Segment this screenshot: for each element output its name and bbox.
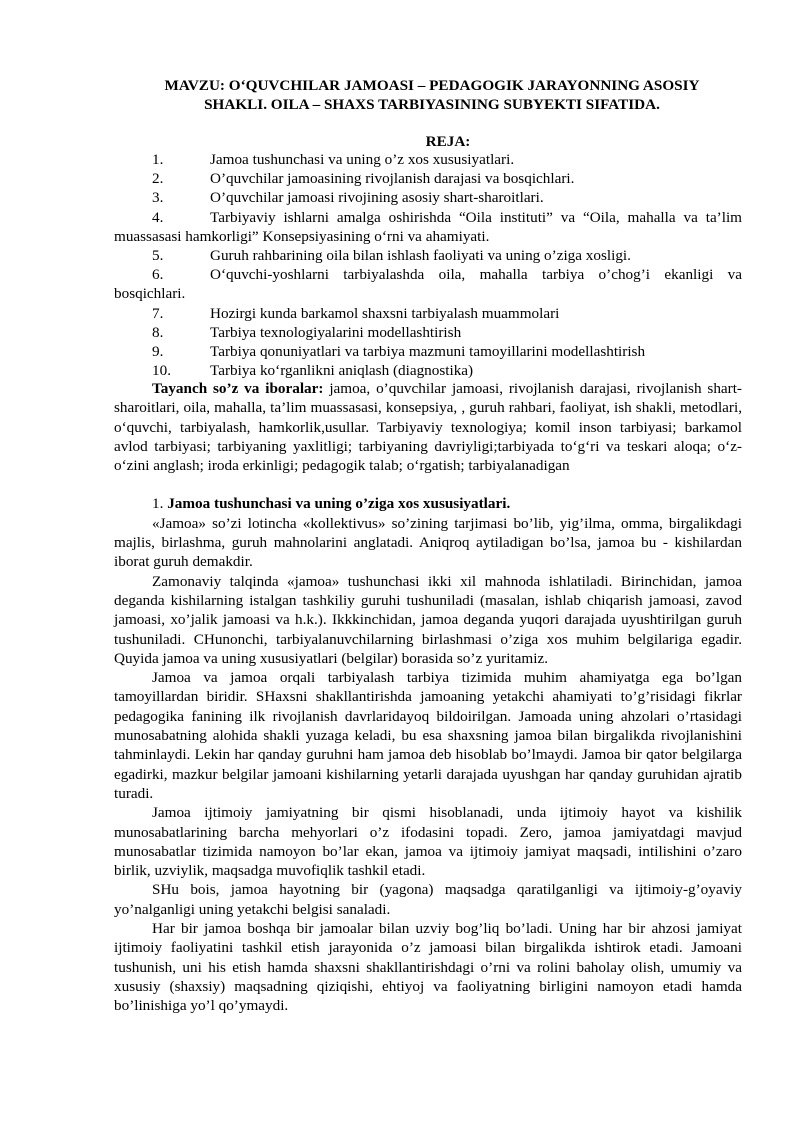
plan-heading: REJA: (425, 133, 471, 150)
body-paragraph: Jamoa va jamoa orqali tarbiyalash tarbiya tizimida muhim ahamiyatga ega bo’lgan tamoyillardan biridir. SHaxsni shakllantirishda jamoaning yetakchi ahamiyati to’g’risidagi fikrlar pedagogika fanining ilk rivojlanish davrlaridayoq bildoirilgan. Jamoada uning ahzolari o’rtasidagi munosabatning alohida shakli yuzaga keladi, bu esa shaxsning jamoa bilan birgalikda rivojlanishini tahminlaydi. Lekin har qanday guruhni ham jamoa deb hisoblab bo’lmaydi. Jamoa bir qator belgilarga egadirki, mazkur belgilar jamoani kishilarning yetarli darajada uyushgan har qanday guruhidan ajratib turadi. (114, 669, 742, 802)
plan-item-text: Tarbiya ko‘rganlikni aniqlash (diagnostika) (210, 362, 474, 380)
plan-item (114, 304, 742, 323)
title-line-1: MAVZU: O‘QUVCHILAR JAMOASI – PEDAGOGIK JARAYONNING ASOSIY (164, 77, 700, 94)
keywords-paragraph (114, 379, 742, 475)
plan-item-text: O’quvchilar jamoasi rivojining asosiy shart-sharoitlari. (210, 189, 544, 207)
plan-item-text: Jamoa tushunchasi va uning o’z xos xususiyatlari. (210, 151, 515, 168)
plan-item-number: 2. (152, 170, 164, 188)
document-body (114, 379, 742, 1016)
plan-item-number: 8. (152, 323, 164, 341)
plan-item-text: Tarbiya qonuniyatlari va tarbiya mazmuni tamoyillarini modellashtirish (210, 343, 646, 361)
body-paragraph: Zamonaviy talqinda «jamoa» tushunchasi ikki xil mahnoda ishlatiladi. Birinchidan, jamoa deganda kishilarning istalgan tashkiliy guruhi tushuniladi (masalan, ishlab chiqarish jamoasi, zavod jamoasi, xo’jalik jamoasi va h.k.). Ikkkinchidan, jamoa deganda yuqori darajada uyushtirilgan guruh tushuniladi. CHunonchi, tarbiyalanuvchilarning birlashmasi o’ziga xos muhim belgilariga egadir. Quyida jamoa va uning xususiyatlari (belgilar) borasida so’z yuritamiz. (114, 572, 742, 667)
plan-list (114, 150, 742, 380)
keywords-label: Tayanch so’z va iboralar: (152, 380, 324, 397)
plan-item-text: O’quvchilar jamoasining rivojlanish darajasi va bosqichlari. (210, 170, 575, 188)
plan-item (114, 323, 742, 342)
plan-item-text: O‘quvchi-yoshlarni tarbiyalashda oila, mahalla tarbiya o’chog’i ekanligi va bosqichlari. (114, 266, 742, 303)
section-title: Jamoa tushunchasi va uning o’ziga xos xususiyatlari. (167, 495, 511, 513)
plan-item (114, 150, 742, 169)
plan-item-number: 1. (152, 151, 164, 168)
plan-item-text: Tarbiyaviy ishlarni amalga oshirishda “Oila instituti” va “Oila, mahalla va ta’lim muassasasi hamkorligi” Konsepsiyasining o‘rni va ahamiyati. (114, 208, 742, 245)
plan-item (114, 208, 742, 246)
section-heading (114, 494, 742, 513)
title-line-2: SHAKLI. OILA – SHAXS TARBIYASINING SUBYEKTI SIFATIDA. (204, 96, 660, 113)
plan-item-number: 6. (152, 266, 164, 284)
plan-item (114, 169, 742, 188)
plan-item-number: 10. (152, 362, 171, 380)
plan-item-number: 5. (152, 247, 164, 265)
plan-item (114, 361, 742, 380)
plan-item (114, 246, 742, 265)
plan-item-number: 9. (152, 343, 164, 361)
body-paragraph: Jamoa ijtimoiy jamiyatning bir qismi hisoblanadi, unda ijtimoiy hayot va kishilik munosabatlarining barcha mehyorlari o’z ifodasini topadi. Zero, jamoa jamiyatdagi mavjud munosabatlar tizimida namoyon bo’lar ekan, jamoa va ijtimoiy jamiyat maqsadi, intilishini o’zaro birlik, uzviylik, maqsadga muvofiqlik tashkil etadi. (114, 804, 742, 880)
document-title (112, 76, 752, 114)
plan-item-text: Tarbiya texnologiyalarini modellashtirish (210, 323, 462, 341)
body-paragraph: «Jamoa» so’zi lotincha «kollektivus» so’zining tarjimasi bo’lib, yig’ilma, omma, birgalikdagi majlis, birlashma, guruh mahnolarini anglatadi. Aniqroq aytiladigan bo’lsa, jamoa bu - kishilardan iborat guruh demakdir. (114, 514, 742, 571)
plan-item-number: 3. (152, 189, 164, 207)
plan-item-text: Guruh rahbarining oila bilan ishlash faoliyati va uning o’ziga xosligi. (210, 247, 631, 265)
plan-item (114, 188, 742, 207)
plan-item (114, 265, 742, 303)
body-paragraph: SHu bois, jamoa hayotning bir (yagona) maqsadga qaratilganligi va ijtimoiy-g’oyaviy yo’nalganligi uning yetakchi belgisi sanaladi. (114, 881, 742, 918)
plan-item (114, 342, 742, 361)
keywords-text: jamoa, o’quvchilar jamoasi, rivojlanish darajasi, rivojlanish shart- sharoitlari, oila, mahalla, ta’lim muassasasi, konsepsiya, , guruh rahbari, faoliyat, ish shakli, metodlari, o‘quvchi, tarbiyalash, hamkorlik,usullar. Tarbiyaviy texnologiya; komil inson tarbiyasi; barkamol avlod tarbiyasi; tarbiyaning yaxlitligi; tarbiyaning davriyligi;tarbiyada to‘g‘ri va teskari aloqa; o‘z-o‘zini anglash; iroda erkinligi; pedagogik talab; o‘rgatish; tarbiyalanadigan (114, 380, 742, 475)
plan-item-text: Hozirgi kunda barkamol shaxsni tarbiyalash muammolari (210, 304, 560, 322)
plan-item-number: 4. (152, 208, 164, 226)
plan-item-number: 7. (152, 304, 164, 322)
body-paragraph: Har bir jamoa boshqa bir jamoalar bilan uzviy bog’liq bo’ladi. Uning har bir ahzosi jamiyat ijtimoiy faoliyatini tashkil etish jarayonida o’z jamoasi bilan birgalikda ishtirok etadi. Jamoani tushunish, uni his etish hamda shaxsni shakllantirishdagi o’rni va rolini baholay olish, umumiy va xususiy (shaxsiy) maqsadning qiziqishi, ehtiyoj va faoliyatning birligini namoyon etadi hamda bo’linishiga yo’l qo’ymaydi. (114, 920, 742, 1015)
section-number: 1. (152, 495, 168, 513)
